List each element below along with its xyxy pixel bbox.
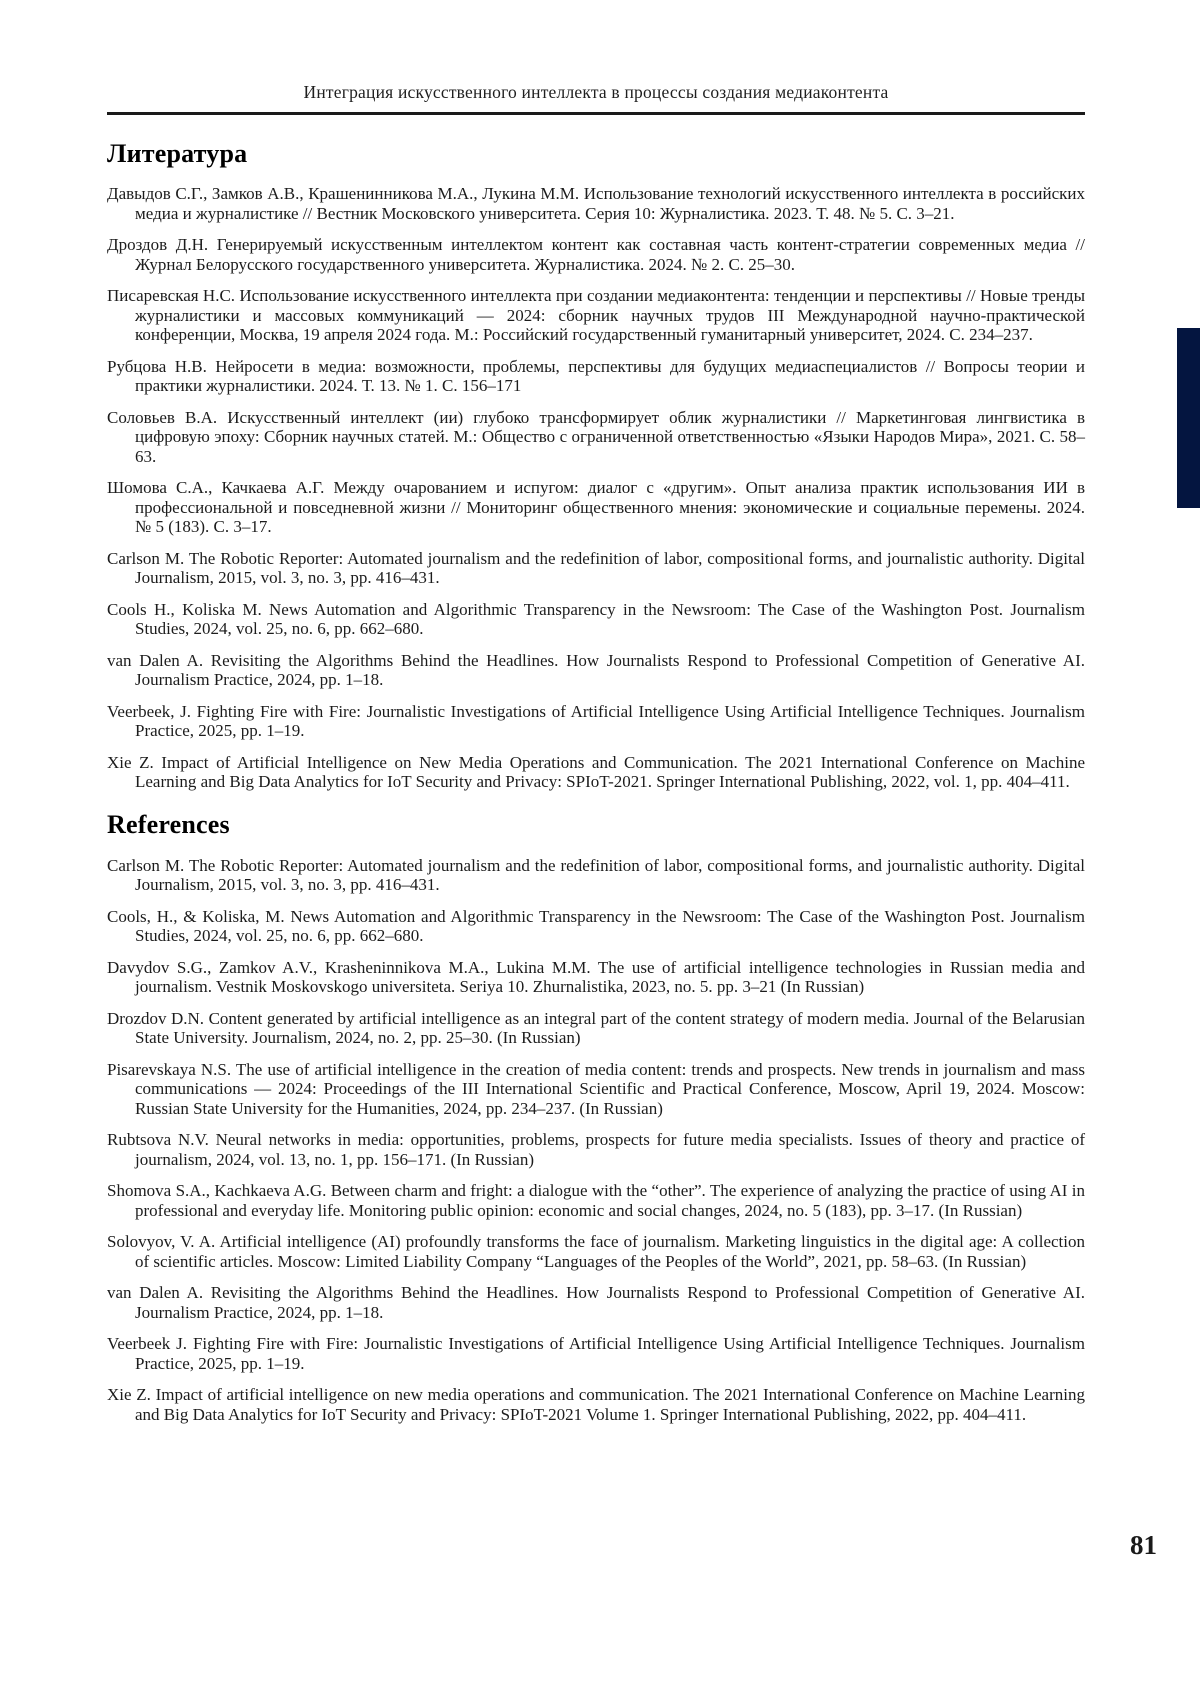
reference-entry: Davydov S.G., Zamkov A.V., Krasheninnikova M.A., Lukina M.M. The use of artificial intelligence technologies in Russian media and journalism. Vestnik Moskovskogo universiteta. Seriya 10. Zhurnalistika, 2023, no. 5. pp. 3–21 (In Russian) (107, 957, 1085, 996)
reference-entry: van Dalen A. Revisiting the Algorithms Behind the Headlines. How Journalists Respond to Professional Competition of Generative AI. Journalism Practice, 2024, pp. 1–18. (107, 650, 1085, 689)
reference-list-english (107, 856, 1085, 1425)
reference-entry: Шомова С.А., Качкаева А.Г. Между очарованием и испугом: диалог с «другим». Опыт анализа практик использования ИИ в профессиональной и повседневной жизни // Мониторинг общественного мнения: экономические и социальные перемены. 2024. № 5 (183). С. 3–17. (107, 478, 1085, 536)
reference-entry: Rubtsova N.V. Neural networks in media: opportunities, problems, prospects for future media specialists. Issues of theory and practice of journalism, 2024, vol. 13, no. 1, pp. 156–171. (In Russian) (107, 1130, 1085, 1169)
edge-bleed-marker (1177, 328, 1200, 508)
page-content (107, 0, 1085, 1436)
reference-entry: Писаревская Н.С. Использование искусственного интеллекта при создании медиаконтента: тенденции и перспективы // Новые тренды журналистики и массовых коммуникаций — 2024: сборник научных трудов III Международной научно-практической конференции, Москва, 19 апреля 2024 года. М.: Российский государственный гуманитарный университет, 2024. С. 234–237. (107, 286, 1085, 344)
page-number: 81 (1130, 1530, 1157, 1560)
reference-entry: Shomova S.A., Kachkaeva A.G. Between charm and fright: a dialogue with the “other”. The experience of analyzing the practice of using AI in professional and everyday life. Monitoring public opinion: economic and social changes, 2024, no. 5 (183), pp. 3–17. (In Russian) (107, 1181, 1085, 1220)
reference-entry: Xie Z. Impact of Artificial Intelligence on New Media Operations and Communication. The 2021 International Conference on Machine Learning and Big Data Analytics for IoT Security and Privacy: SPIoT-2021. Springer International Publishing, 2022, vol. 1, pp. 404–411. (107, 752, 1085, 791)
reference-entry: Cools H., Koliska M. News Automation and Algorithmic Transparency in the Newsroom: The Case of the Washington Post. Journalism Studies, 2024, vol. 25, no. 6, pp. 662–680. (107, 599, 1085, 638)
reference-entry: Соловьев В.А. Искусственный интеллект (ии) глубоко трансформирует облик журналистики // Маркетинговая лингвистика в цифровую эпоху: Сборник научных статей. М.: Общество с ограниченной ответственностью «Языки Народов Мира», 2021. С. 58–63. (107, 407, 1085, 466)
reference-entry: Carlson M. The Robotic Reporter: Automated journalism and the redefinition of labor, compositional forms, and journalistic authority. Digital Journalism, 2015, vol. 3, no. 3, pp. 416–431. (107, 548, 1085, 587)
reference-list-russian (107, 184, 1085, 792)
running-head: Интеграция искусственного интеллекта в процессы создания медиаконтента (303, 82, 889, 102)
reference-entry: Дроздов Д.Н. Генерируемый искусственным интеллектом контент как составная часть контент-стратегии современных медиа // Журнал Белорусского государственного университета. Журналистика. 2024. № 2. С. 25–30. (107, 235, 1085, 274)
header-rule (107, 112, 1085, 115)
reference-entry: Drozdov D.N. Content generated by artificial intelligence as an integral part of the content strategy of modern media. Journal of the Belarusian State University. Journalism, 2024, no. 2, pp. 25–30. (In Russian) (107, 1008, 1085, 1047)
reference-entry: Carlson M. The Robotic Reporter: Automated journalism and the redefinition of labor, compositional forms, and journalistic authority. Digital Journalism, 2015, vol. 3, no. 3, pp. 416–431. (107, 855, 1085, 894)
reference-entry: Давыдов С.Г., Замков А.В., Крашенинникова М.А., Лукина М.М. Использование технологий искусственного интеллекта в российских медиа и журналистике // Вестник Московского университета. Серия 10: Журналистика. 2023. Т. 48. № 5. С. 3–21. (107, 184, 1085, 223)
reference-entry: Veerbeek J. Fighting Fire with Fire: Journalistic Investigations of Artificial Intelligence Using Artificial Intelligence Techniques. Journalism Practice, 2025, pp. 1–19. (107, 1334, 1085, 1373)
reference-entry: Xie Z. Impact of artificial intelligence on new media operations and communication. The 2021 International Conference on Machine Learning and Big Data Analytics for IoT Security and Privacy: SPIoT-2021 Volume 1. Springer International Publishing, 2022, pp. 404–411. (107, 1385, 1085, 1424)
reference-entry: Solovyov, V. A. Artificial intelligence (AI) profoundly transforms the face of journalism. Marketing linguistics in the digital age: A collection of scientific articles. Moscow: Limited Liability Company “Languages of the Peoples of the World”, 2021, pp. 58–63. (In Russian) (107, 1232, 1085, 1271)
reference-entry: Cools, H., & Koliska, M. News Automation and Algorithmic Transparency in the Newsroom: The Case of the Washington Post. Journalism Studies, 2024, vol. 25, no. 6, pp. 662–680. (107, 906, 1085, 945)
reference-entry: van Dalen A. Revisiting the Algorithms Behind the Headlines. How Journalists Respond to Professional Competition of Generative AI. Journalism Practice, 2024, pp. 1–18. (107, 1283, 1085, 1322)
reference-entry: Pisarevskaya N.S. The use of artificial intelligence in the creation of media content: trends and prospects. New trends in journalism and mass communications — 2024: Proceedings of the III International Scientific and Practical Conference, Moscow, April 19, 2024. Moscow: Russian State University for the Humanities, 2024, pp. 234–237. (In Russian) (107, 1059, 1085, 1118)
reference-entry: Рубцова Н.В. Нейросети в медиа: возможности, проблемы, перспективы для будущих медиаспециалистов // Вопросы теории и практики журналистики. 2024. Т. 13. № 1. С. 156–171 (107, 356, 1085, 395)
section-heading-references: References (107, 809, 230, 839)
reference-entry: Veerbeek, J. Fighting Fire with Fire: Journalistic Investigations of Artificial Intelligence Using Artificial Intelligence Techniques. Journalism Practice, 2025, pp. 1–19. (107, 701, 1085, 740)
section-heading-literatura: Литература (107, 139, 248, 168)
